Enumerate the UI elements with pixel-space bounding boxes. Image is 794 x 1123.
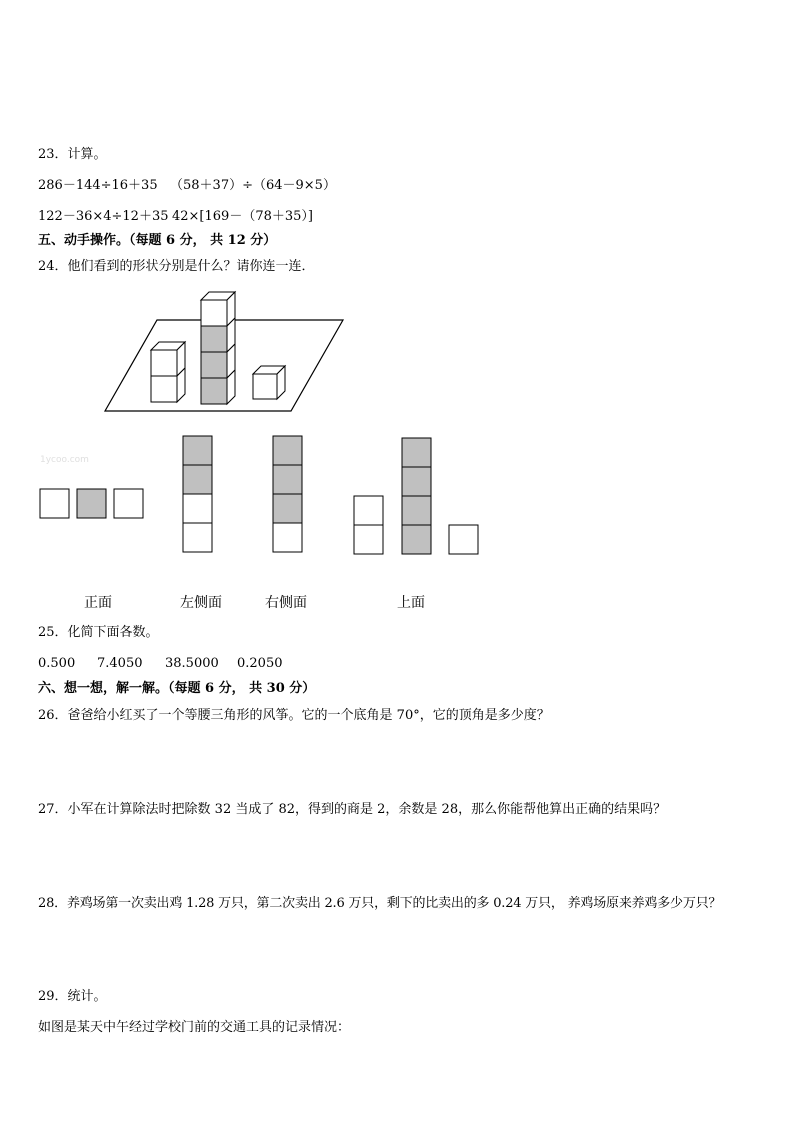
q23-expr-2: （58＋37）÷（64－9×5） <box>170 178 336 193</box>
q25-number-3: 38.5000 <box>165 656 219 671</box>
section-5-heading: 五、动手操作。（每题 6 分， 共 12 分） <box>38 233 277 248</box>
q25-number-2: 7.4050 <box>97 656 143 671</box>
view-option-a[interactable] <box>40 489 143 518</box>
label-left-side: 左侧面 <box>180 595 222 611</box>
label-right-side: 右侧面 <box>265 595 307 611</box>
section-6-heading: 六、想一想，解一解。（每题 6 分， 共 30 分） <box>38 681 316 696</box>
label-top: 上面 <box>397 595 425 611</box>
view-option-d[interactable] <box>354 438 478 554</box>
q25-number-4: 0.2050 <box>237 656 283 671</box>
q29-intro: 如图是某天中午经过学校门前的交通工具的记录情况： <box>38 1020 351 1035</box>
q26-text: 26．爸爸给小红买了一个等腰三角形的风筝。它的一个底角是 70°，它的顶角是多少度？ <box>38 708 550 723</box>
q25-title: 25．化简下面各数。 <box>38 625 159 640</box>
q27-text: 27．小军在计算除法时把除数 32 当成了 82，得到的商是 2，余数是 28，那么你能帮他算出正确的结果吗？ <box>38 802 667 817</box>
q23-expr-1: 286－144÷16＋35 <box>38 178 158 193</box>
cube-single-right <box>253 366 285 399</box>
watermark-text: 1ycoo.com <box>40 455 89 465</box>
q23-title: 23．计算。 <box>38 147 107 162</box>
q23-expr-4: 42×[169－（78＋35）] <box>172 209 313 224</box>
q25-number-1: 0.500 <box>38 656 76 671</box>
q28-text: 28．养鸡场第一次卖出鸡 1.28 万只，第二次卖出 2.6 万只，剩下的比卖出的多 0.24 万只， 养鸡场原来养鸡多少万只？ <box>38 896 722 911</box>
q29-title: 29．统计。 <box>38 989 107 1004</box>
q24-title: 24．他们看到的形状分别是什么？请你连一连． <box>38 259 315 274</box>
view-option-b[interactable] <box>183 436 212 552</box>
label-front: 正面 <box>84 595 112 611</box>
cube-stack-middle <box>201 292 235 404</box>
view-option-c[interactable] <box>273 436 302 552</box>
q23-expr-3: 122－36×4÷12＋35 <box>38 209 169 224</box>
cube-stack-left <box>151 342 185 402</box>
